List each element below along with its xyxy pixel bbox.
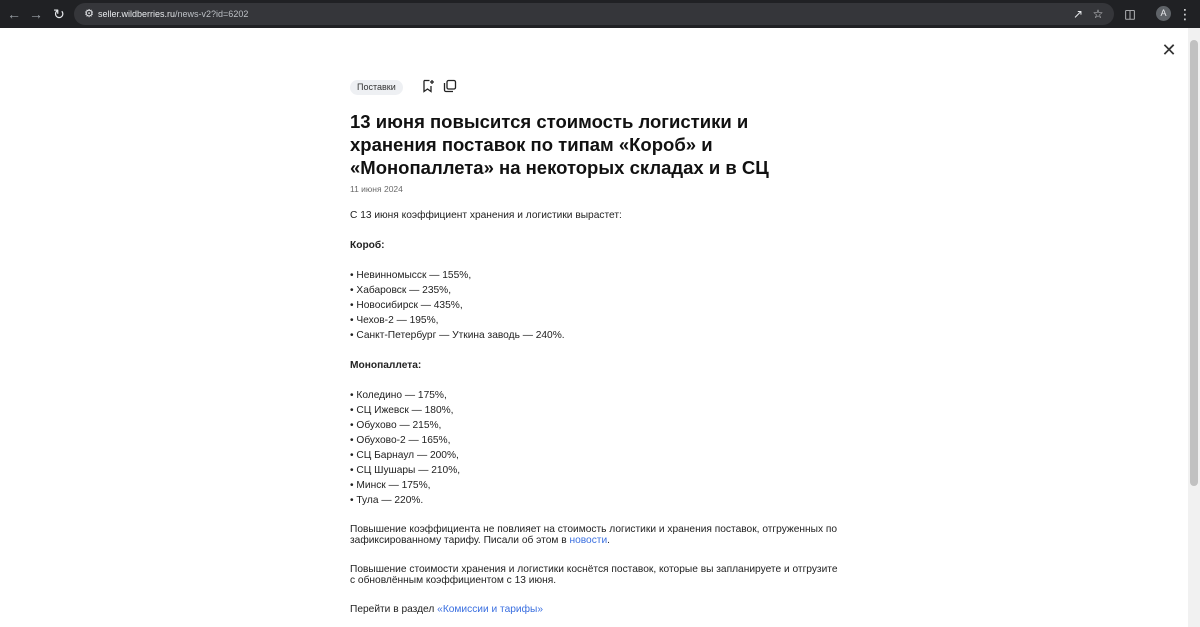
page-content [0, 28, 1200, 627]
goto-section: Перейти в раздел «Комиссии и тарифы» [350, 604, 543, 615]
list-item: • Обухово — 215%, [350, 420, 442, 431]
open-in-app-icon[interactable]: ↗ [1072, 7, 1084, 21]
scrollbar-thumb[interactable] [1190, 40, 1198, 486]
forward-icon[interactable]: → [29, 6, 43, 22]
scrollbar[interactable] [1188, 28, 1200, 627]
section-heading-monopallet: Монопаллета: [350, 360, 422, 371]
article-intro: С 13 июня коэффициент хранения и логистики вырастет: [350, 210, 622, 221]
address-bar[interactable] [74, 3, 1114, 25]
section-heading-korob: Короб: [350, 240, 385, 251]
list-item: • СЦ Барнаул — 200%, [350, 450, 459, 461]
back-icon[interactable]: ← [7, 6, 21, 22]
site-info-icon[interactable]: ⚙ [84, 8, 94, 20]
list-item: • Невинномысск — 155%, [350, 270, 472, 281]
list-item: • Чехов-2 — 195%, [350, 315, 439, 326]
commissions-tariffs-link[interactable]: «Комиссии и тарифы» [437, 604, 543, 615]
extensions-icon[interactable]: ◫ [1124, 7, 1136, 21]
list-item: • Коледино — 175%, [350, 390, 447, 401]
close-icon[interactable]: ✕ [1161, 40, 1177, 60]
note-new-coefficient: Повышение стоимости хранения и логистики коснётся поставок, которые вы запланируете и отгрузите с обновлённым коэффициентом с 13 июня. [350, 564, 838, 586]
note-fixed-tariff: Повышение коэффициента не повлияет на стоимость логистики и хранения поставок, отгруженных по зафиксированному тарифу. Писали об этом в новости. [350, 524, 838, 546]
article-title: 13 июня повысится стоимость логистики и хранения поставок по типам «Короб» и «Монопаллета» на некоторых складах и в СЦ [350, 111, 769, 178]
browser-menu-icon[interactable]: ⋮ [1178, 6, 1192, 22]
list-item: • Новосибирск — 435%, [350, 300, 463, 311]
list-item: • СЦ Шушары — 210%, [350, 465, 461, 476]
reload-icon[interactable]: ↻ [53, 6, 65, 22]
list-item: • Санкт-Петербург — Уткина заводь — 240%. [350, 330, 565, 341]
list-item: • Хабаровск — 235%, [350, 285, 452, 296]
profile-avatar[interactable]: A [1156, 6, 1171, 21]
list-item: • Обухово-2 — 165%, [350, 435, 451, 446]
list-item: • Тула — 220%. [350, 495, 424, 506]
list-item: • СЦ Ижевск — 180%, [350, 405, 454, 416]
article-date: 11 июня 2024 [350, 184, 403, 194]
copy-link-icon[interactable] [442, 79, 458, 95]
news-link[interactable]: новости [569, 535, 608, 546]
add-bookmark-icon[interactable] [420, 79, 436, 95]
list-item: • Минск — 175%, [350, 480, 431, 491]
browser-toolbar [0, 0, 1200, 28]
category-tag[interactable]: Поставки [350, 80, 403, 95]
url-text[interactable]: seller.wildberries.ru/news-v2?id=6202 [98, 9, 249, 19]
monopallet-list [350, 388, 460, 508]
korob-list [350, 268, 565, 343]
bookmark-star-icon[interactable]: ☆ [1092, 7, 1104, 21]
